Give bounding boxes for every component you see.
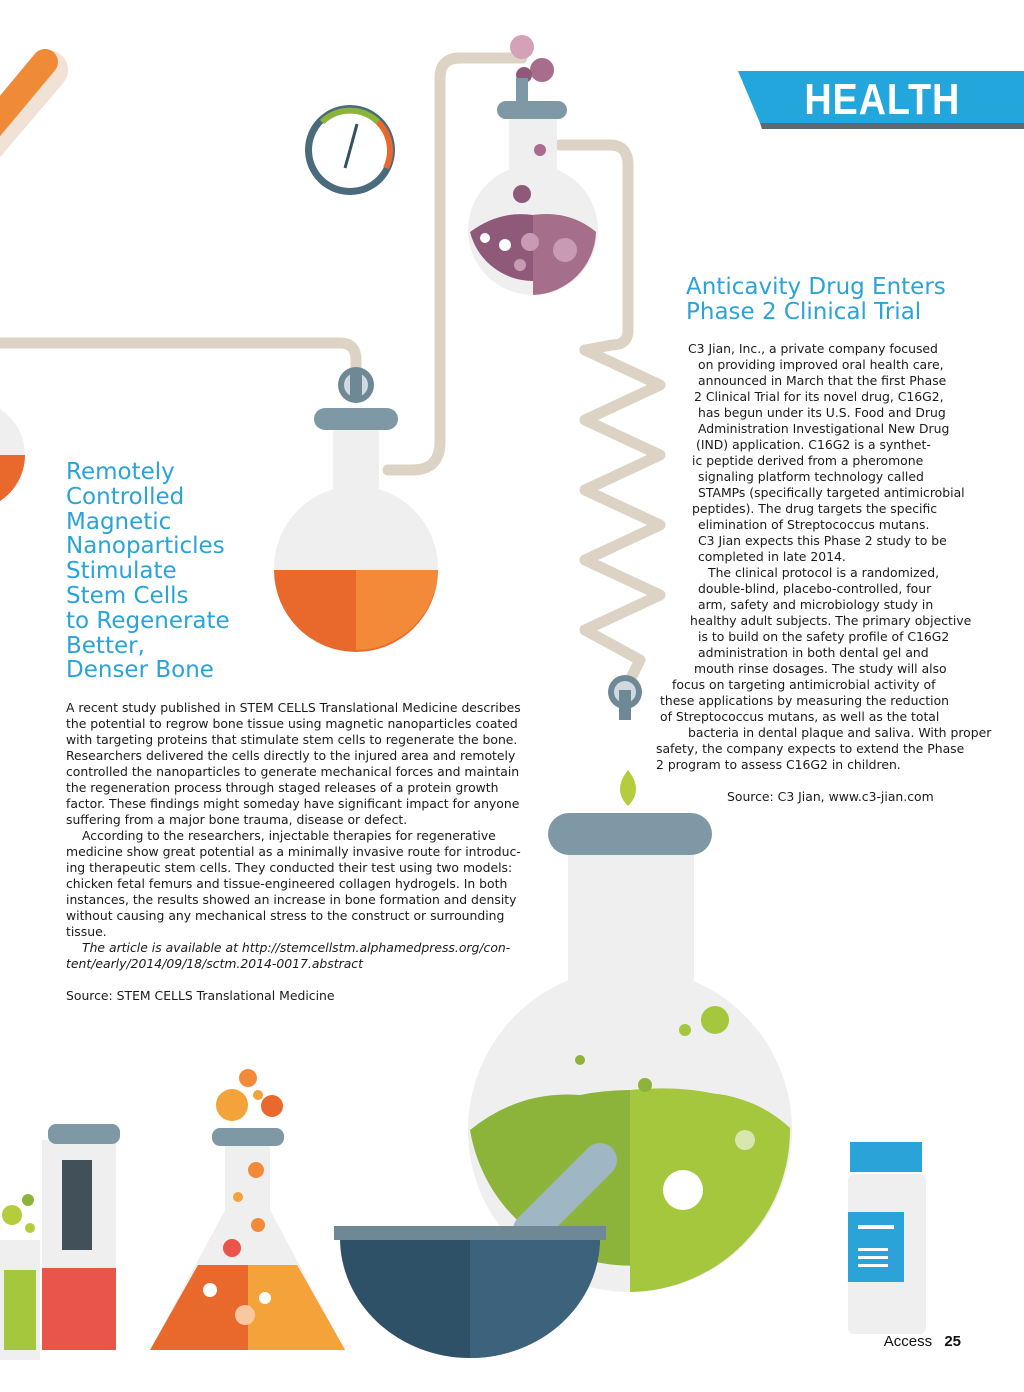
headline-line: Better, (66, 632, 145, 659)
body-line: has begun under its U.S. Food and Drug (698, 405, 946, 420)
valve-lower-icon (608, 675, 642, 720)
body-line: ic peptide derived from a pheromone (692, 453, 924, 468)
headline-line: Denser Bone (66, 657, 214, 684)
body-line: signaling platform technology called (698, 469, 924, 484)
body-line: elimination of Streptococcus mutans. (698, 517, 930, 532)
test-tube-corner-icon (0, 62, 48, 150)
body-line: is to build on the safety profile of C16G2 (698, 629, 950, 644)
body-line: The clinical protocol is a randomized, (708, 565, 940, 580)
body-line: ing therapeutic stem cells. They conducted their test using two models: (66, 860, 513, 875)
valve-upper-icon (338, 367, 374, 403)
body-line: with targeting proteins that stimulate stem cells to regenerate the bone. (66, 732, 518, 747)
headline-line: to Regenerate (66, 607, 230, 634)
body-line: medicine show great potential as a minimally invasive route for introduc- (66, 844, 521, 859)
body-line: 2 program to assess C16G2 in children. (656, 757, 901, 772)
body-line: suffering from a major bone trauma, disease or defect. (66, 812, 408, 827)
body-line: focus on targeting antimicrobial activity of (672, 677, 936, 692)
body-line: A recent study published in STEM CELLS Translational Medicine describes (66, 700, 521, 715)
body-line: chicken fetal femurs and tissue-engineered collagen hydrogels. In both (66, 876, 508, 891)
publication-name: Access (883, 1333, 933, 1350)
headline-line: Nanoparticles (66, 533, 225, 560)
article-left-headline (66, 460, 316, 683)
headline-line: Magnetic (66, 508, 172, 535)
page-footer (884, 1333, 961, 1350)
headline-line: Remotely (66, 459, 175, 485)
partial-flask-edge-icon (0, 400, 25, 510)
body-line: bacteria in dental plaque and saliva. With proper (688, 725, 992, 740)
body-line: arm, safety and microbiology study in (698, 597, 934, 612)
headline-line: Phase 2 Clinical Trial (686, 299, 922, 325)
body-line: Administration Investigational New Drug (698, 421, 950, 436)
article-link-line: The article is available at http://stemcellstm.alphamedpress.org/con- (82, 940, 511, 955)
body-line: the potential to regrow bone tissue using magnetic nanoparticles coated (66, 716, 518, 731)
test-tubes-left-icon (0, 1124, 120, 1360)
body-line: peptides). The drug targets the specific (692, 501, 938, 516)
page-number: 25 (944, 1333, 961, 1350)
body-line: tissue. (66, 924, 107, 939)
body-line: announced in March that the first Phase (698, 373, 947, 388)
body-line: these applications by measuring the reduction (660, 693, 950, 708)
medicine-bottle-icon (848, 1142, 926, 1334)
article-left-source: Source: STEM CELLS Translational Medicine (66, 988, 335, 1003)
body-line: C3 Jian expects this Phase 2 study to be (698, 533, 947, 548)
body-line: C3 Jian, Inc., a private company focused (688, 341, 938, 356)
body-line: on providing improved oral health care, (698, 357, 944, 372)
article-right-body (652, 341, 992, 773)
section-banner (738, 71, 1024, 129)
headline-line: Stem Cells (66, 582, 189, 609)
body-line: administration in both dental gel and (698, 645, 929, 660)
purple-flask-icon (468, 35, 598, 295)
headline-line: Controlled (66, 483, 185, 510)
body-line: (IND) application. C16G2 is a synthet- (696, 437, 931, 452)
body-line: factor. These findings might someday have significant impact for anyone (66, 796, 520, 811)
headline-line: Stimulate (66, 558, 177, 585)
body-line: the regeneration process through staged releases of a protein growth (66, 780, 499, 795)
body-line: healthy adult subjects. The primary objective (690, 613, 972, 628)
body-line: instances, the results showed an increase in bone formation and density (66, 892, 517, 907)
body-line: double-blind, placebo-controlled, four (698, 581, 932, 596)
article-left-body (66, 700, 521, 972)
body-line: of Streptococcus mutans, as well as the total (660, 709, 940, 724)
body-line: safety, the company expects to extend the Phase (656, 741, 965, 756)
mortar-and-pestle-icon (334, 1160, 606, 1358)
pressure-gauge-icon (305, 105, 395, 195)
erlenmeyer-flask-icon (150, 1069, 345, 1350)
body-line: controlled the nanoparticles to generate mechanical forces and maintain (66, 764, 520, 779)
body-line: STAMPs (specifically targeted antimicrobial (698, 485, 965, 500)
body-line: 2 Clinical Trial for its novel drug, C16G2, (694, 389, 944, 404)
headline-line: Anticavity Drug Enters (686, 274, 946, 300)
body-line: According to the researchers, injectable therapies for regenerative (82, 828, 496, 843)
body-line: without causing any mechanical stress to the construct or surrounding (66, 908, 505, 923)
body-line: mouth rinse dosages. The study will also (694, 661, 947, 676)
body-line: Researchers delivered the cells directly to the injured area and remotely (66, 748, 516, 763)
article-right-source: Source: C3 Jian, www.c3-jian.com (727, 789, 934, 804)
article-right-headline (686, 275, 986, 325)
article-link-line: tent/early/2014/09/18/sctm.2014-0017.abstract (66, 956, 363, 971)
section-label: HEALTH (804, 75, 960, 124)
body-line: completed in late 2014. (698, 549, 846, 564)
